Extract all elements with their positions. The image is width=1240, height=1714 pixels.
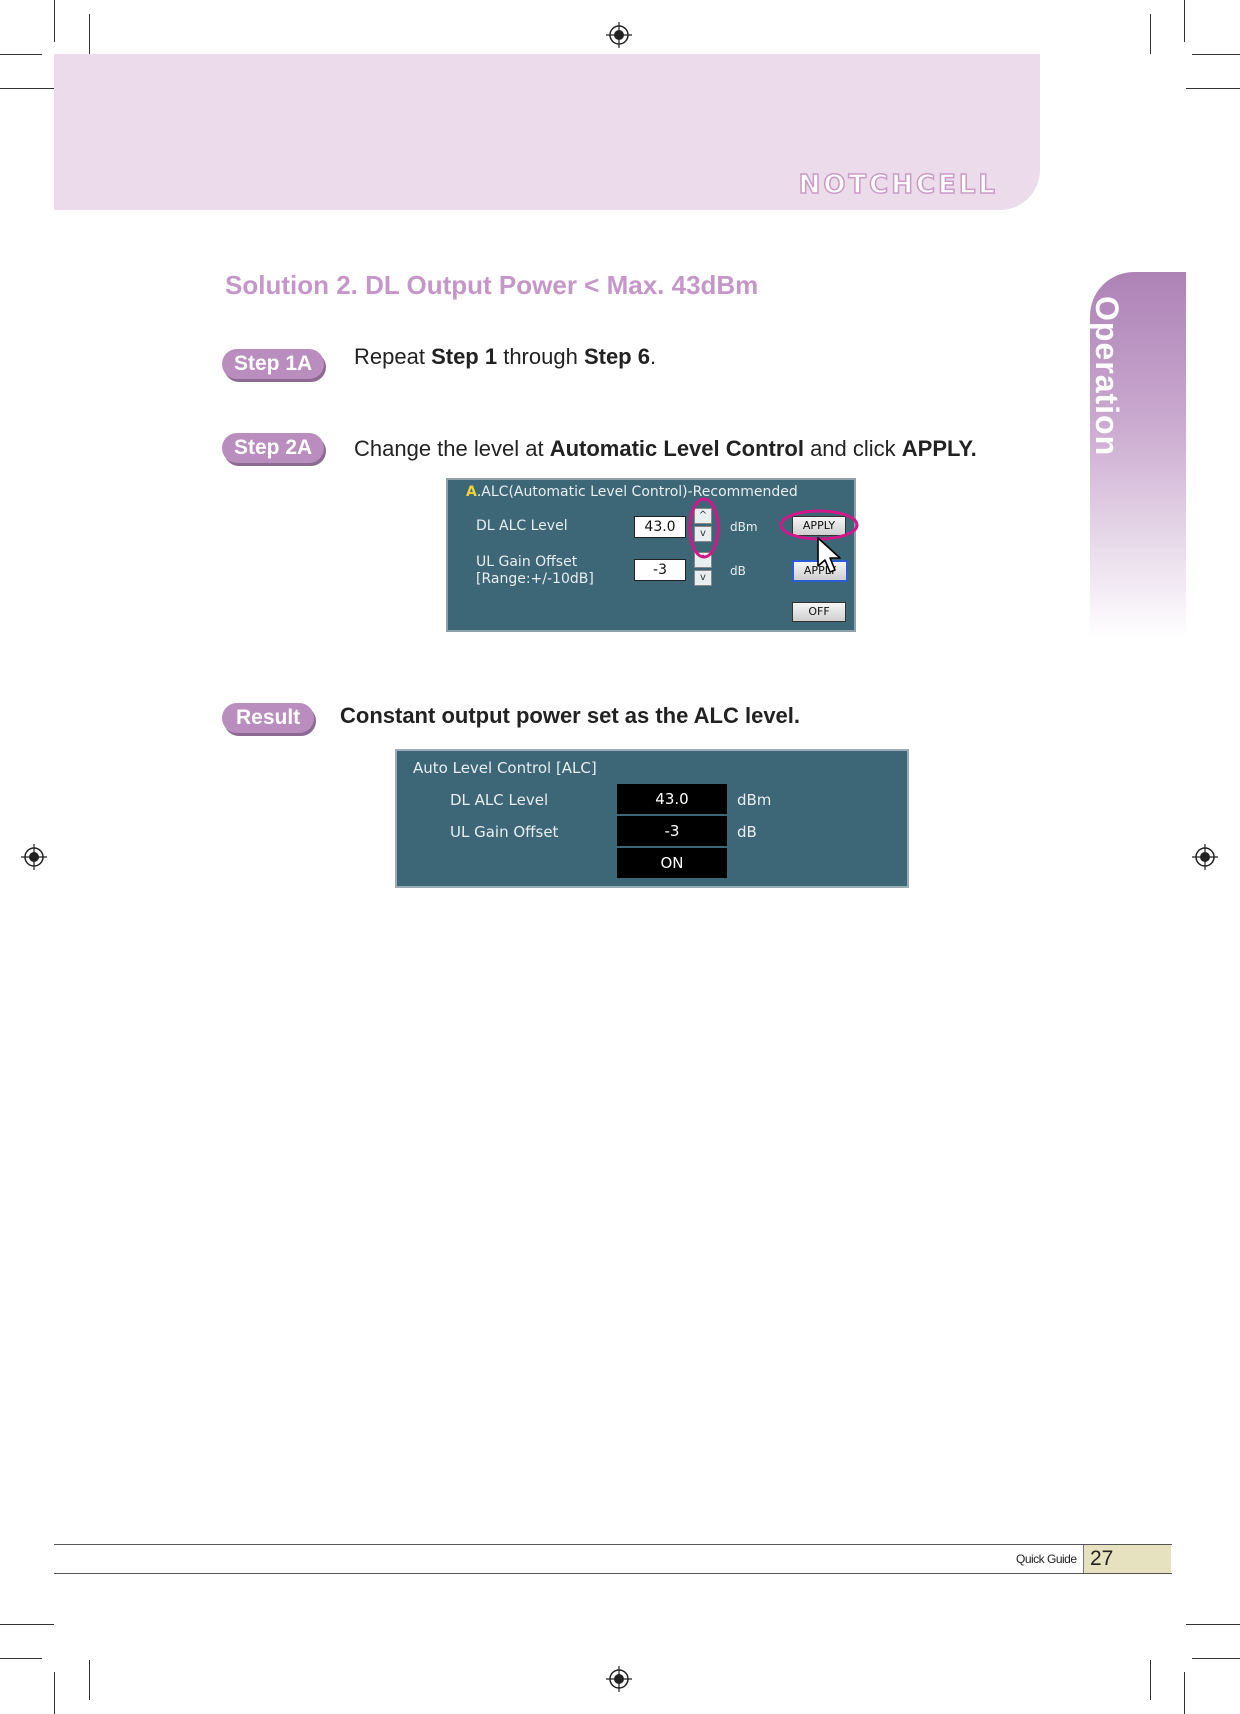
dl-level-down-button[interactable]: v xyxy=(694,526,712,542)
status-ul-label: UL Gain Offset xyxy=(450,823,559,841)
crop-mark xyxy=(0,54,42,55)
ul-gain-range-label: [Range:+/-10dB] xyxy=(476,571,594,587)
alc-panel-title: A.ALC(Automatic Level Control)-Recommended xyxy=(466,484,798,500)
crop-mark xyxy=(0,88,54,89)
registration-mark-icon xyxy=(606,1666,632,1692)
crop-mark xyxy=(0,1658,42,1659)
off-button[interactable]: OFF xyxy=(792,602,846,622)
status-on-value: ON xyxy=(617,848,727,879)
crop-mark xyxy=(1184,0,1185,42)
status-dl-unit: dBm xyxy=(737,791,772,809)
dl-alc-level-input[interactable]: 43.0 xyxy=(634,516,686,538)
footer-guide-label: Quick Guide xyxy=(1016,1552,1077,1566)
crop-mark xyxy=(1192,1658,1240,1659)
crop-mark xyxy=(89,14,90,54)
section-title: Solution 2. DL Output Power < Max. 43dBm xyxy=(225,270,759,300)
crop-mark xyxy=(0,1624,54,1625)
mouse-cursor-icon xyxy=(816,536,846,576)
dl-level-up-button[interactable]: ^ xyxy=(694,508,712,524)
footer-divider xyxy=(54,1544,1172,1545)
side-tab-label: Operation xyxy=(1089,296,1125,457)
page-number: 27 xyxy=(1083,1545,1171,1573)
alc-status-panel xyxy=(395,749,909,888)
crop-mark xyxy=(1186,1624,1240,1625)
registration-mark-icon xyxy=(21,844,47,870)
crop-mark xyxy=(1184,1672,1185,1714)
apply-dl-button[interactable]: APPLY xyxy=(792,516,846,536)
crop-mark xyxy=(89,1660,90,1700)
crop-mark xyxy=(1192,54,1240,55)
registration-mark-icon xyxy=(606,22,632,48)
status-dl-value: 43.0 xyxy=(617,784,727,815)
crop-mark xyxy=(1186,88,1240,89)
crop-mark xyxy=(54,1672,55,1714)
step-2a-badge: Step 2A xyxy=(222,433,324,463)
ul-gain-offset-label: UL Gain Offset xyxy=(476,554,578,570)
ul-gain-offset-input[interactable]: -3 xyxy=(634,559,686,581)
result-text: Constant output power set as the ALC level. xyxy=(340,703,801,728)
dl-unit: dBm xyxy=(730,520,758,534)
registration-mark-icon xyxy=(1192,844,1218,870)
step-1a-badge: Step 1A xyxy=(222,349,324,379)
dl-alc-level-label: DL ALC Level xyxy=(476,518,568,534)
spinner-highlight-oval xyxy=(680,496,730,566)
status-ul-unit: dB xyxy=(737,823,757,841)
ul-unit: dB xyxy=(730,564,746,578)
header-band xyxy=(54,54,1040,210)
step-2a-text: Change the level at Automatic Level Control and click APPLY. xyxy=(354,436,977,461)
result-badge: Result xyxy=(222,703,314,733)
ul-gain-up-button[interactable]: ^ xyxy=(694,552,712,568)
crop-mark xyxy=(1150,14,1151,54)
footer-divider xyxy=(54,1573,1172,1574)
crop-mark xyxy=(1150,1660,1151,1700)
alc-settings-panel xyxy=(446,478,856,632)
status-dl-label: DL ALC Level xyxy=(450,791,549,809)
ul-gain-down-button[interactable]: v xyxy=(694,570,712,586)
status-ul-value: -3 xyxy=(617,816,727,847)
brand-logo: NOTCHCELL xyxy=(798,170,998,200)
alc-status-title: Auto Level Control [ALC] xyxy=(413,759,597,777)
crop-mark xyxy=(54,0,55,42)
apply-ul-button[interactable]: APPLY xyxy=(792,560,848,582)
step-1a-text: Repeat Step 1 through Step 6. xyxy=(354,344,657,369)
